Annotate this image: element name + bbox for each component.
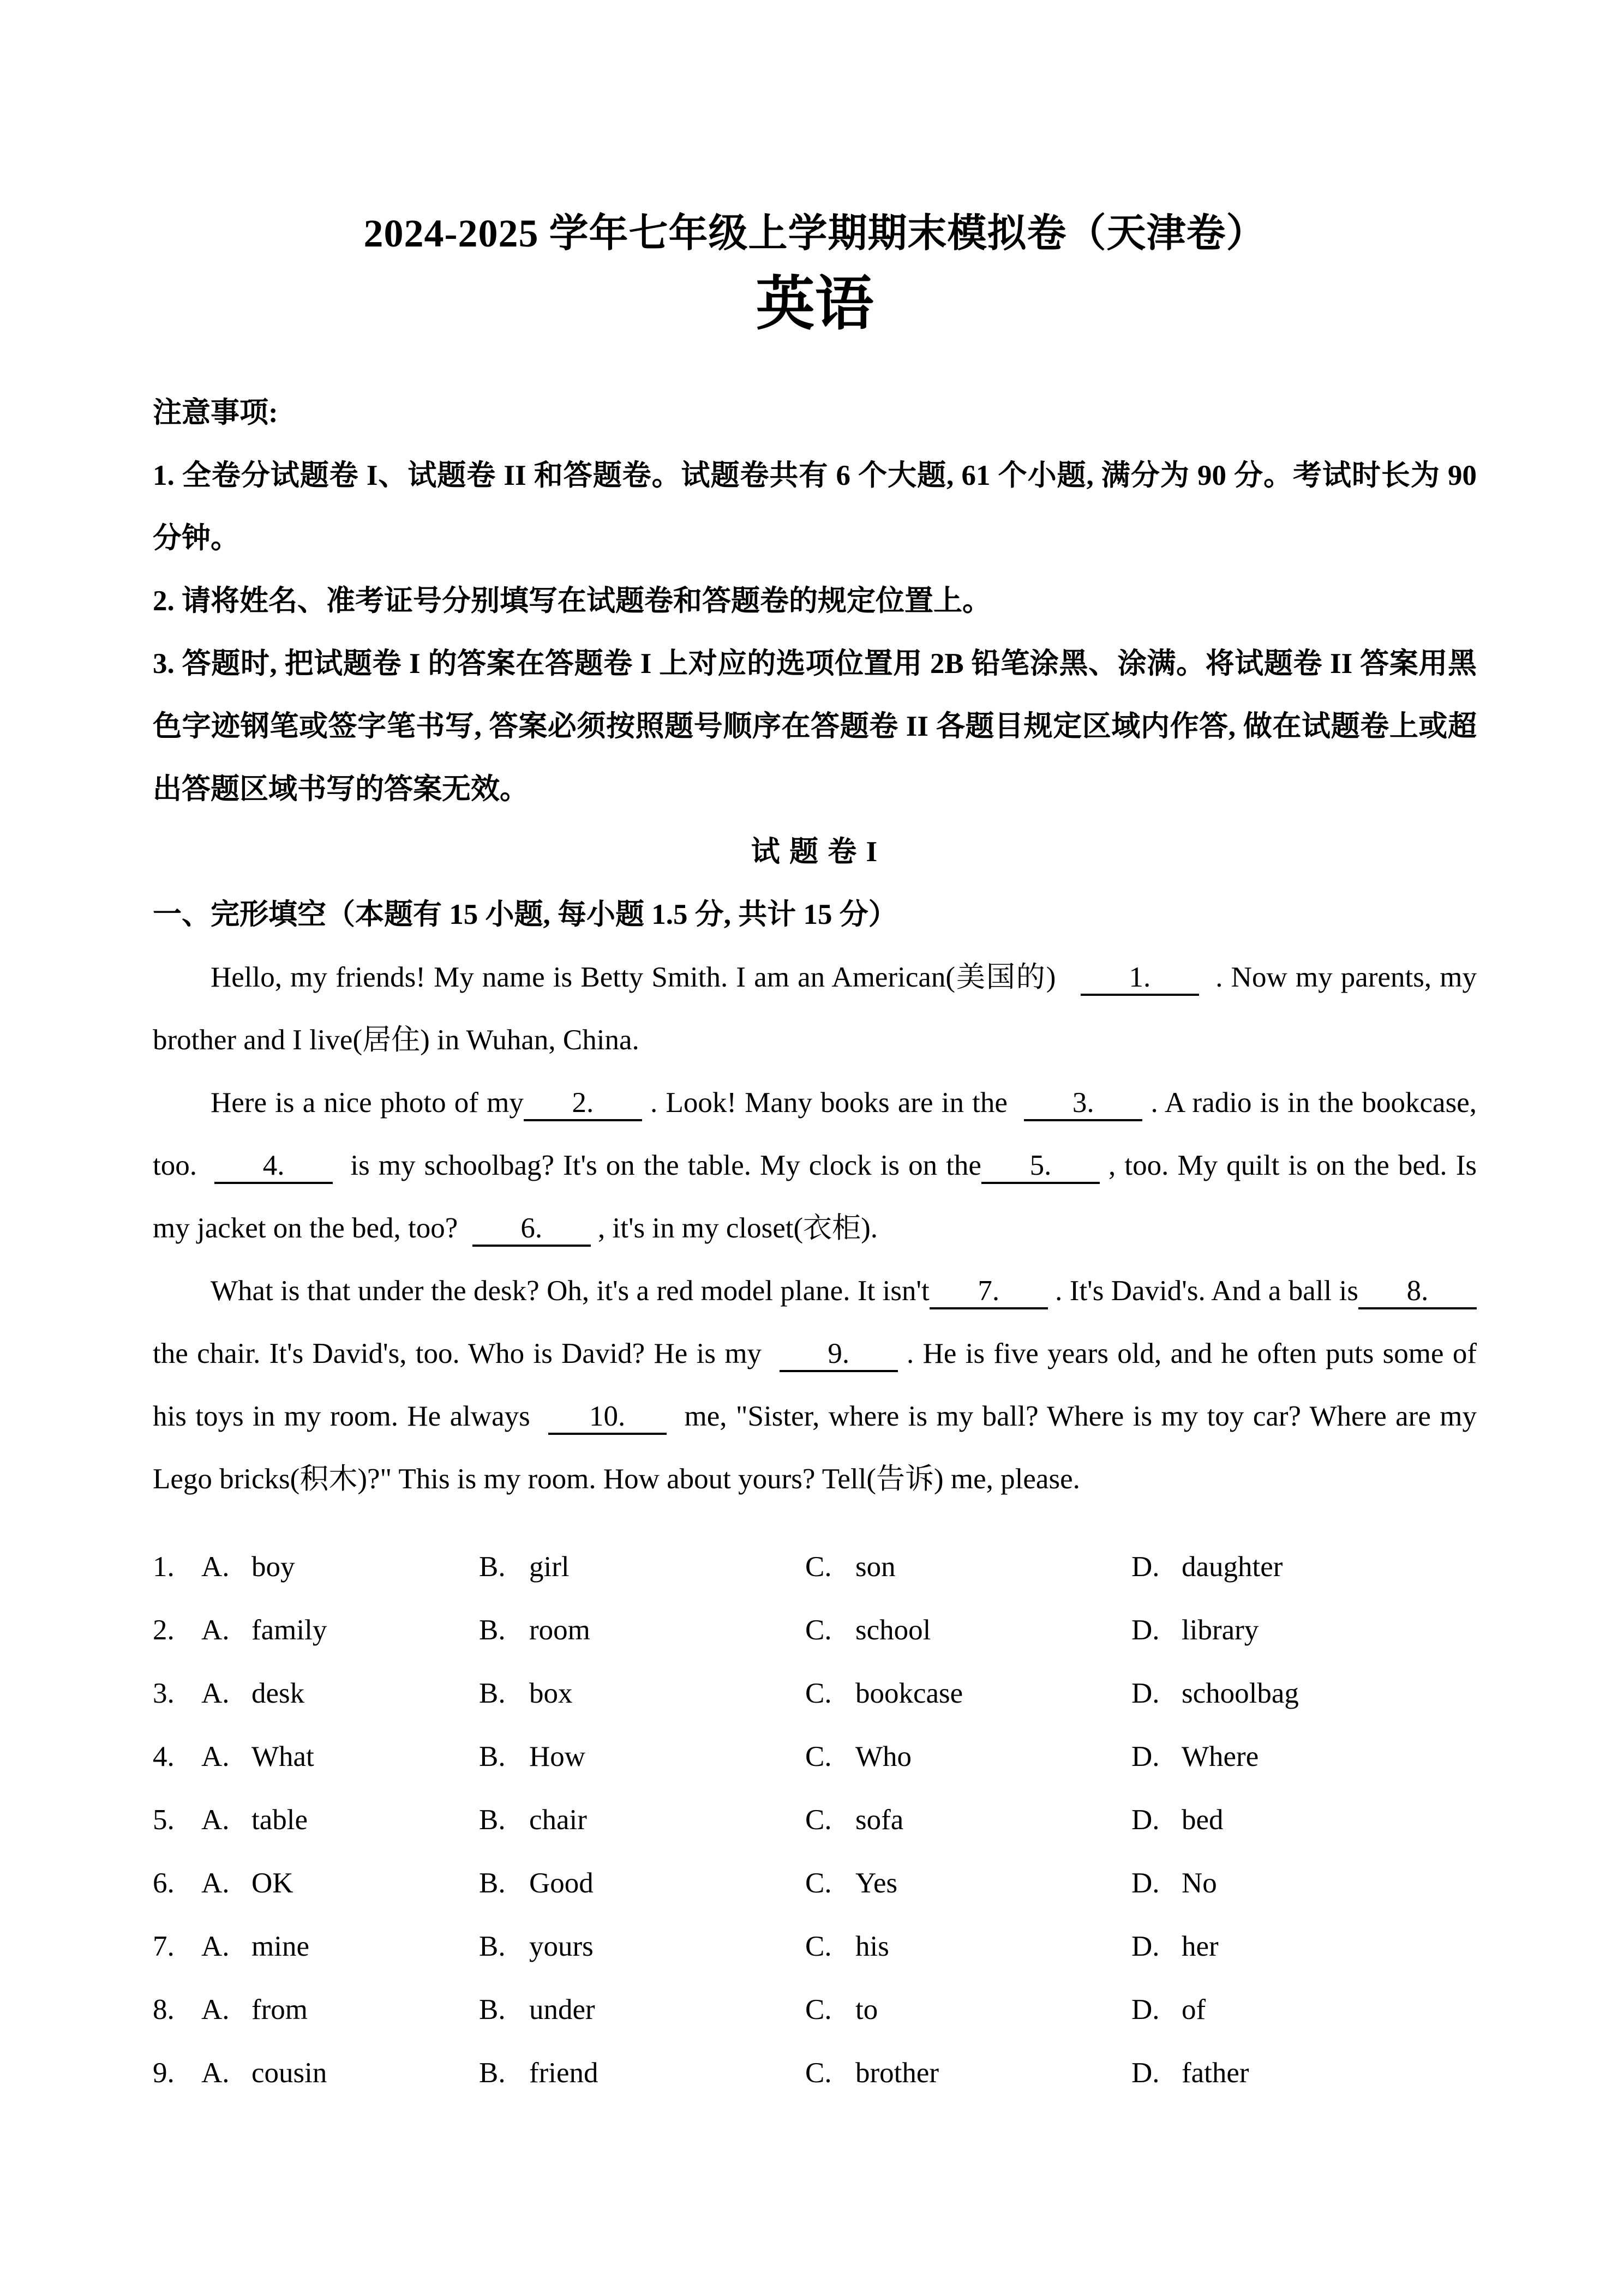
option-letter: A. <box>201 1931 230 1962</box>
option-letter: A. <box>201 1678 230 1709</box>
option-text: brother <box>855 2057 939 2089</box>
option-text: chair <box>529 1804 587 1836</box>
option-text: under <box>529 1994 595 2025</box>
option-letter: A. <box>201 2057 230 2089</box>
cloze-section-title: 一、完形填空（本题有 15 小题, 每小题 1.5 分, 共计 15 分） <box>153 899 897 930</box>
option-letter: D. <box>1131 1931 1160 1962</box>
question-number: 4. <box>153 1741 175 1772</box>
cloze-option-2-B <box>479 1598 805 1662</box>
option-text: girl <box>529 1551 570 1583</box>
cloze-option-5-D <box>1131 1788 1477 1852</box>
option-text: box <box>529 1678 573 1709</box>
cloze-option-7-D <box>1131 1915 1477 1978</box>
option-text: bed <box>1182 1804 1224 1836</box>
option-letter: B. <box>479 1614 506 1646</box>
option-letter: A. <box>201 1741 230 1772</box>
question-number: 7. <box>153 1931 175 1962</box>
cloze-question-row-8 <box>153 1978 1477 2041</box>
question-number: 1. <box>153 1551 175 1583</box>
option-letter: C. <box>805 1931 832 1962</box>
option-text: What <box>251 1741 314 1772</box>
notice-item-3: 3. 答题时, 把试题卷 I 的答案在答题卷 I 上对应的选项位置用 2B 铅笔涂黑、涂满。将试题卷 II 答案用黑色字迹钢笔或签字笔书写, 答案必须按照题号顺序在答题卷 II 各题目规定区域内作答, 做在试题卷上或超出答题区域书写的答案无效。 <box>153 648 1477 805</box>
paper-section-heading: 试 题 卷 I <box>751 836 879 868</box>
cloze-blank-7: 7. <box>930 1275 1048 1309</box>
cloze-option-8-A <box>153 1978 479 2041</box>
notice-item-1: 1. 全卷分试题卷 I、试题卷 II 和答题卷。试题卷共有 6 个大题, 61 个小题, 满分为 90 分。考试时长为 90 分钟。 <box>153 460 1477 554</box>
cloze-blank-1: 1. <box>1081 961 1199 996</box>
option-letter: D. <box>1131 2057 1160 2089</box>
option-letter: A. <box>201 1551 230 1583</box>
option-letter: D. <box>1131 1614 1160 1646</box>
question-number: 3. <box>153 1678 175 1709</box>
option-letter: B. <box>479 1678 506 1709</box>
option-text: Yes <box>855 1867 898 1899</box>
cloze-blank-2: 2. <box>524 1086 642 1121</box>
option-text: his <box>855 1931 889 1962</box>
option-letter: C. <box>805 1741 832 1772</box>
cloze-option-3-C <box>805 1662 1131 1725</box>
cloze-option-9-C <box>805 2041 1131 2105</box>
option-text: bookcase <box>855 1678 963 1709</box>
option-text: OK <box>251 1867 293 1899</box>
notice-item-2: 2. 请将姓名、准考证号分别填写在试题卷和答题卷的规定位置上。 <box>153 585 991 617</box>
option-text: son <box>855 1551 896 1583</box>
option-text: schoolbag <box>1182 1678 1299 1709</box>
option-text: table <box>251 1804 308 1836</box>
option-letter: C. <box>805 1867 832 1899</box>
cloze-blank-10: 10. <box>548 1400 667 1435</box>
option-letter: D. <box>1131 1678 1160 1709</box>
option-letter: B. <box>479 2057 506 2089</box>
option-text: yours <box>529 1931 594 1962</box>
cloze-blank-4: 4. <box>214 1149 333 1184</box>
cloze-option-8-C <box>805 1978 1131 2041</box>
cloze-option-3-D <box>1131 1662 1477 1725</box>
option-letter: B. <box>479 1741 506 1772</box>
option-letter: B. <box>479 1804 506 1836</box>
option-letter: B. <box>479 1551 506 1583</box>
notices-heading: 注意事项: <box>153 397 278 429</box>
option-text: family <box>251 1614 327 1646</box>
cloze-option-2-C <box>805 1598 1131 1662</box>
cloze-question-row-7 <box>153 1915 1477 1978</box>
option-letter: A. <box>201 1804 230 1836</box>
option-text: daughter <box>1182 1551 1283 1583</box>
cloze-paragraph-3: What is that under the desk? Oh, it's a red model plane. It isn't 7. . It's David's. And a ball is 8. the chair. It's David's, too. Who is David? He is my 9. . He is five years old, and he often puts some of his toys in my room. He always 10. me, "Sister, where is my ball? Where is my toy car? Where are my Lego bricks(积木)?" This is my room. How about yours? Tell(告诉) me, please. <box>153 1275 1477 1495</box>
cloze-question-row-1 <box>153 1535 1477 1598</box>
option-text: school <box>855 1614 931 1646</box>
option-letter: D. <box>1131 1741 1160 1772</box>
cloze-option-6-C <box>805 1852 1131 1915</box>
option-letter: A. <box>201 1614 230 1646</box>
cloze-option-9-D <box>1131 2041 1477 2105</box>
cloze-option-5-A <box>153 1788 479 1852</box>
option-letter: D. <box>1131 1804 1160 1836</box>
cloze-option-6-D <box>1131 1852 1477 1915</box>
option-letter: C. <box>805 2057 832 2089</box>
cloze-paragraph-1: Hello, my friends! My name is Betty Smith. I am an American(美国的) 1. . Now my parents, my brother and I live(居住) in Wuhan, China. <box>153 961 1477 1056</box>
cloze-option-9-B <box>479 2041 805 2105</box>
cloze-blank-3: 3. <box>1024 1086 1142 1121</box>
option-text: desk <box>251 1678 305 1709</box>
option-letter: D. <box>1131 1994 1160 2025</box>
option-text: No <box>1182 1867 1217 1899</box>
cloze-question-row-6 <box>153 1852 1477 1915</box>
option-letter: A. <box>201 1994 230 2025</box>
cloze-option-6-A <box>153 1852 479 1915</box>
cloze-option-3-A <box>153 1662 479 1725</box>
cloze-question-row-5 <box>153 1788 1477 1852</box>
option-text: Who <box>855 1741 912 1772</box>
option-text: from <box>251 1994 308 2025</box>
option-text: room <box>529 1614 590 1646</box>
option-text: cousin <box>251 2057 327 2089</box>
option-letter: A. <box>201 1867 230 1899</box>
option-letter: B. <box>479 1931 506 1962</box>
option-text: of <box>1182 1994 1206 2025</box>
option-letter: C. <box>805 1678 832 1709</box>
cloze-question-row-9 <box>153 2041 1477 2105</box>
cloze-blank-8: 8. <box>1358 1275 1477 1309</box>
cloze-option-7-B <box>479 1915 805 1978</box>
option-letter: C. <box>805 1614 832 1646</box>
page-title: 2024-2025 学年七年级上学期期末模拟卷（天津卷） <box>363 212 1266 255</box>
cloze-option-2-D <box>1131 1598 1477 1662</box>
cloze-question-row-3 <box>153 1662 1477 1725</box>
option-letter: D. <box>1131 1867 1160 1899</box>
cloze-option-7-A <box>153 1915 479 1978</box>
cloze-blank-9: 9. <box>780 1337 898 1372</box>
cloze-option-5-B <box>479 1788 805 1852</box>
question-number: 2. <box>153 1614 175 1646</box>
question-number: 8. <box>153 1994 175 2025</box>
option-text: Where <box>1182 1741 1259 1772</box>
option-text: mine <box>251 1931 309 1962</box>
cloze-blank-5: 5. <box>981 1149 1100 1184</box>
cloze-option-6-B <box>479 1852 805 1915</box>
cloze-option-4-C <box>805 1725 1131 1788</box>
option-text: sofa <box>855 1804 904 1836</box>
option-text: library <box>1182 1614 1259 1646</box>
option-letter: B. <box>479 1867 506 1899</box>
cloze-question-row-4 <box>153 1725 1477 1788</box>
question-number: 5. <box>153 1804 175 1836</box>
cloze-option-1-D <box>1131 1535 1477 1598</box>
option-text: Good <box>529 1867 594 1899</box>
option-text: boy <box>251 1551 295 1583</box>
cloze-option-8-D <box>1131 1978 1477 2041</box>
cloze-option-2-A <box>153 1598 479 1662</box>
cloze-passage <box>153 946 1477 1511</box>
option-text: to <box>855 1994 878 2025</box>
cloze-option-4-D <box>1131 1725 1477 1788</box>
subject-title: 英语 <box>756 271 874 336</box>
option-letter: C. <box>805 1551 832 1583</box>
option-text: father <box>1182 2057 1249 2089</box>
question-number: 6. <box>153 1867 175 1899</box>
question-number: 9. <box>153 2057 175 2089</box>
cloze-option-1-B <box>479 1535 805 1598</box>
cloze-blank-6: 6. <box>472 1212 591 1247</box>
option-letter: C. <box>805 1804 832 1836</box>
option-text: How <box>529 1741 586 1772</box>
cloze-question-list <box>153 1535 1477 2105</box>
cloze-option-9-A <box>153 2041 479 2105</box>
cloze-question-row-2 <box>153 1598 1477 1662</box>
cloze-option-3-B <box>479 1662 805 1725</box>
cloze-option-4-A <box>153 1725 479 1788</box>
option-text: friend <box>529 2057 598 2089</box>
option-letter: C. <box>805 1994 832 2025</box>
cloze-option-8-B <box>479 1978 805 2041</box>
cloze-option-1-C <box>805 1535 1131 1598</box>
cloze-paragraph-2: Here is a nice photo of my 2. . Look! Many books are in the 3. . A radio is in the bookcase, too. 4. is my schoolbag? It's on the table. My clock is on the 5. , too. My quilt is on the bed. Is my jacket on the bed, too? 6. , it's in my closet(衣柜). <box>153 1072 1477 1260</box>
cloze-option-5-C <box>805 1788 1131 1852</box>
option-text: her <box>1182 1931 1219 1962</box>
cloze-option-7-C <box>805 1915 1131 1978</box>
cloze-option-1-A <box>153 1535 479 1598</box>
cloze-option-4-B <box>479 1725 805 1788</box>
option-letter: B. <box>479 1994 506 2025</box>
option-letter: D. <box>1131 1551 1160 1583</box>
